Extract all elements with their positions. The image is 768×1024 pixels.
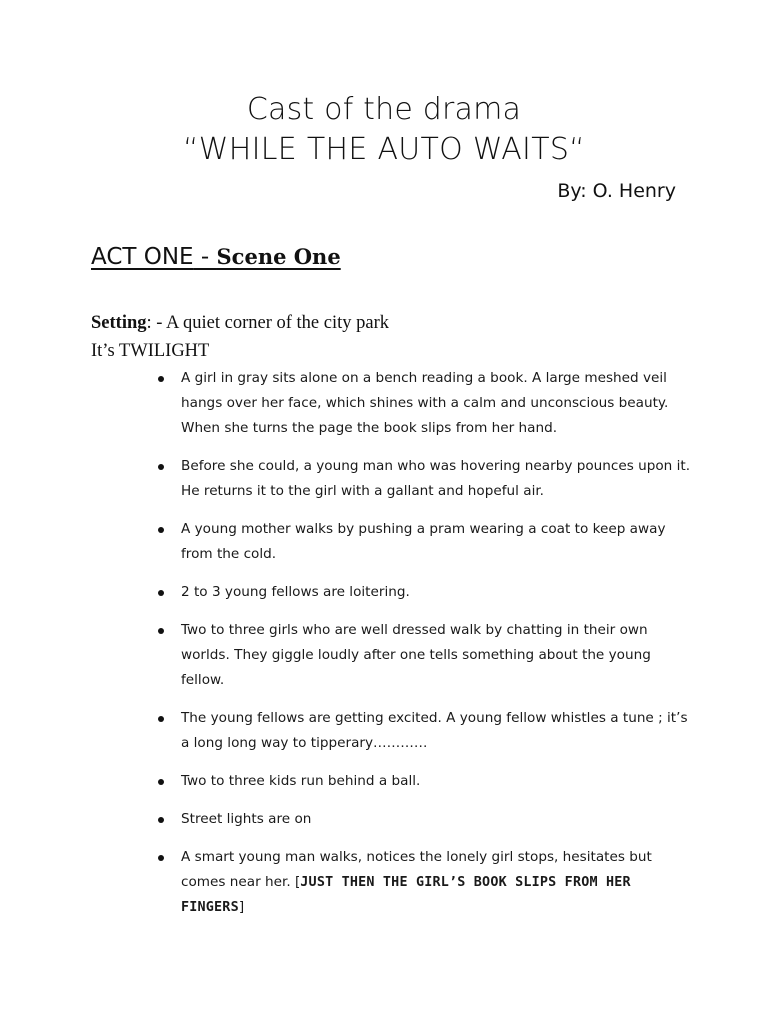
list-item: A girl in gray sits alone on a bench reading a book. A large meshed veil hangs over her face, which shines with a calm and unconscious beauty. When she turns the page the book slips from her hand. bbox=[181, 366, 691, 441]
setting-line bbox=[91, 313, 389, 334]
author-byline: By: O. Henry bbox=[557, 180, 676, 202]
setting-label: Setting bbox=[91, 313, 147, 333]
act-heading bbox=[91, 244, 341, 270]
title-line-1: Cast of the drama bbox=[246, 92, 522, 127]
act-separator: - bbox=[193, 244, 217, 270]
act-label: ACT ONE bbox=[91, 244, 194, 270]
setting-text: : - A quiet corner of the city park bbox=[146, 313, 389, 333]
list-item: Two to three girls who are well dressed walk by chatting in their own worlds. They giggle loudly after one tells something about the young fellow. bbox=[181, 618, 691, 693]
list-item: 2 to 3 young fellows are loitering. bbox=[181, 580, 691, 605]
list-item: Street lights are on bbox=[181, 807, 691, 832]
stage-directions-list bbox=[181, 366, 691, 933]
list-item: A young mother walks by pushing a pram wearing a coat to keep away from the cold. bbox=[181, 517, 691, 567]
scene-label: Scene One bbox=[216, 244, 341, 269]
title-line-2: “WHILE THE AUTO WAITS“ bbox=[182, 132, 586, 167]
list-item: The young fellows are getting excited. A young fellow whistles a tune ; it’s a long long way to tipperary………… bbox=[181, 706, 691, 756]
stage-direction: JUST THEN THE GIRL’S BOOK SLIPS FROM HER FINGERS bbox=[181, 875, 631, 915]
list-item-last bbox=[181, 845, 691, 920]
last-item-text: A smart young man walks, notices the lonely girl stops, hesitates but comes near her. [ bbox=[181, 849, 652, 890]
stage-direction-close: ] bbox=[238, 899, 245, 915]
list-item: Two to three kids run behind a ball. bbox=[181, 769, 691, 794]
time-line: It’s TWILIGHT bbox=[91, 341, 210, 361]
list-item: Before she could, a young man who was hovering nearby pounces upon it. He returns it to the girl with a gallant and hopeful air. bbox=[181, 454, 691, 504]
